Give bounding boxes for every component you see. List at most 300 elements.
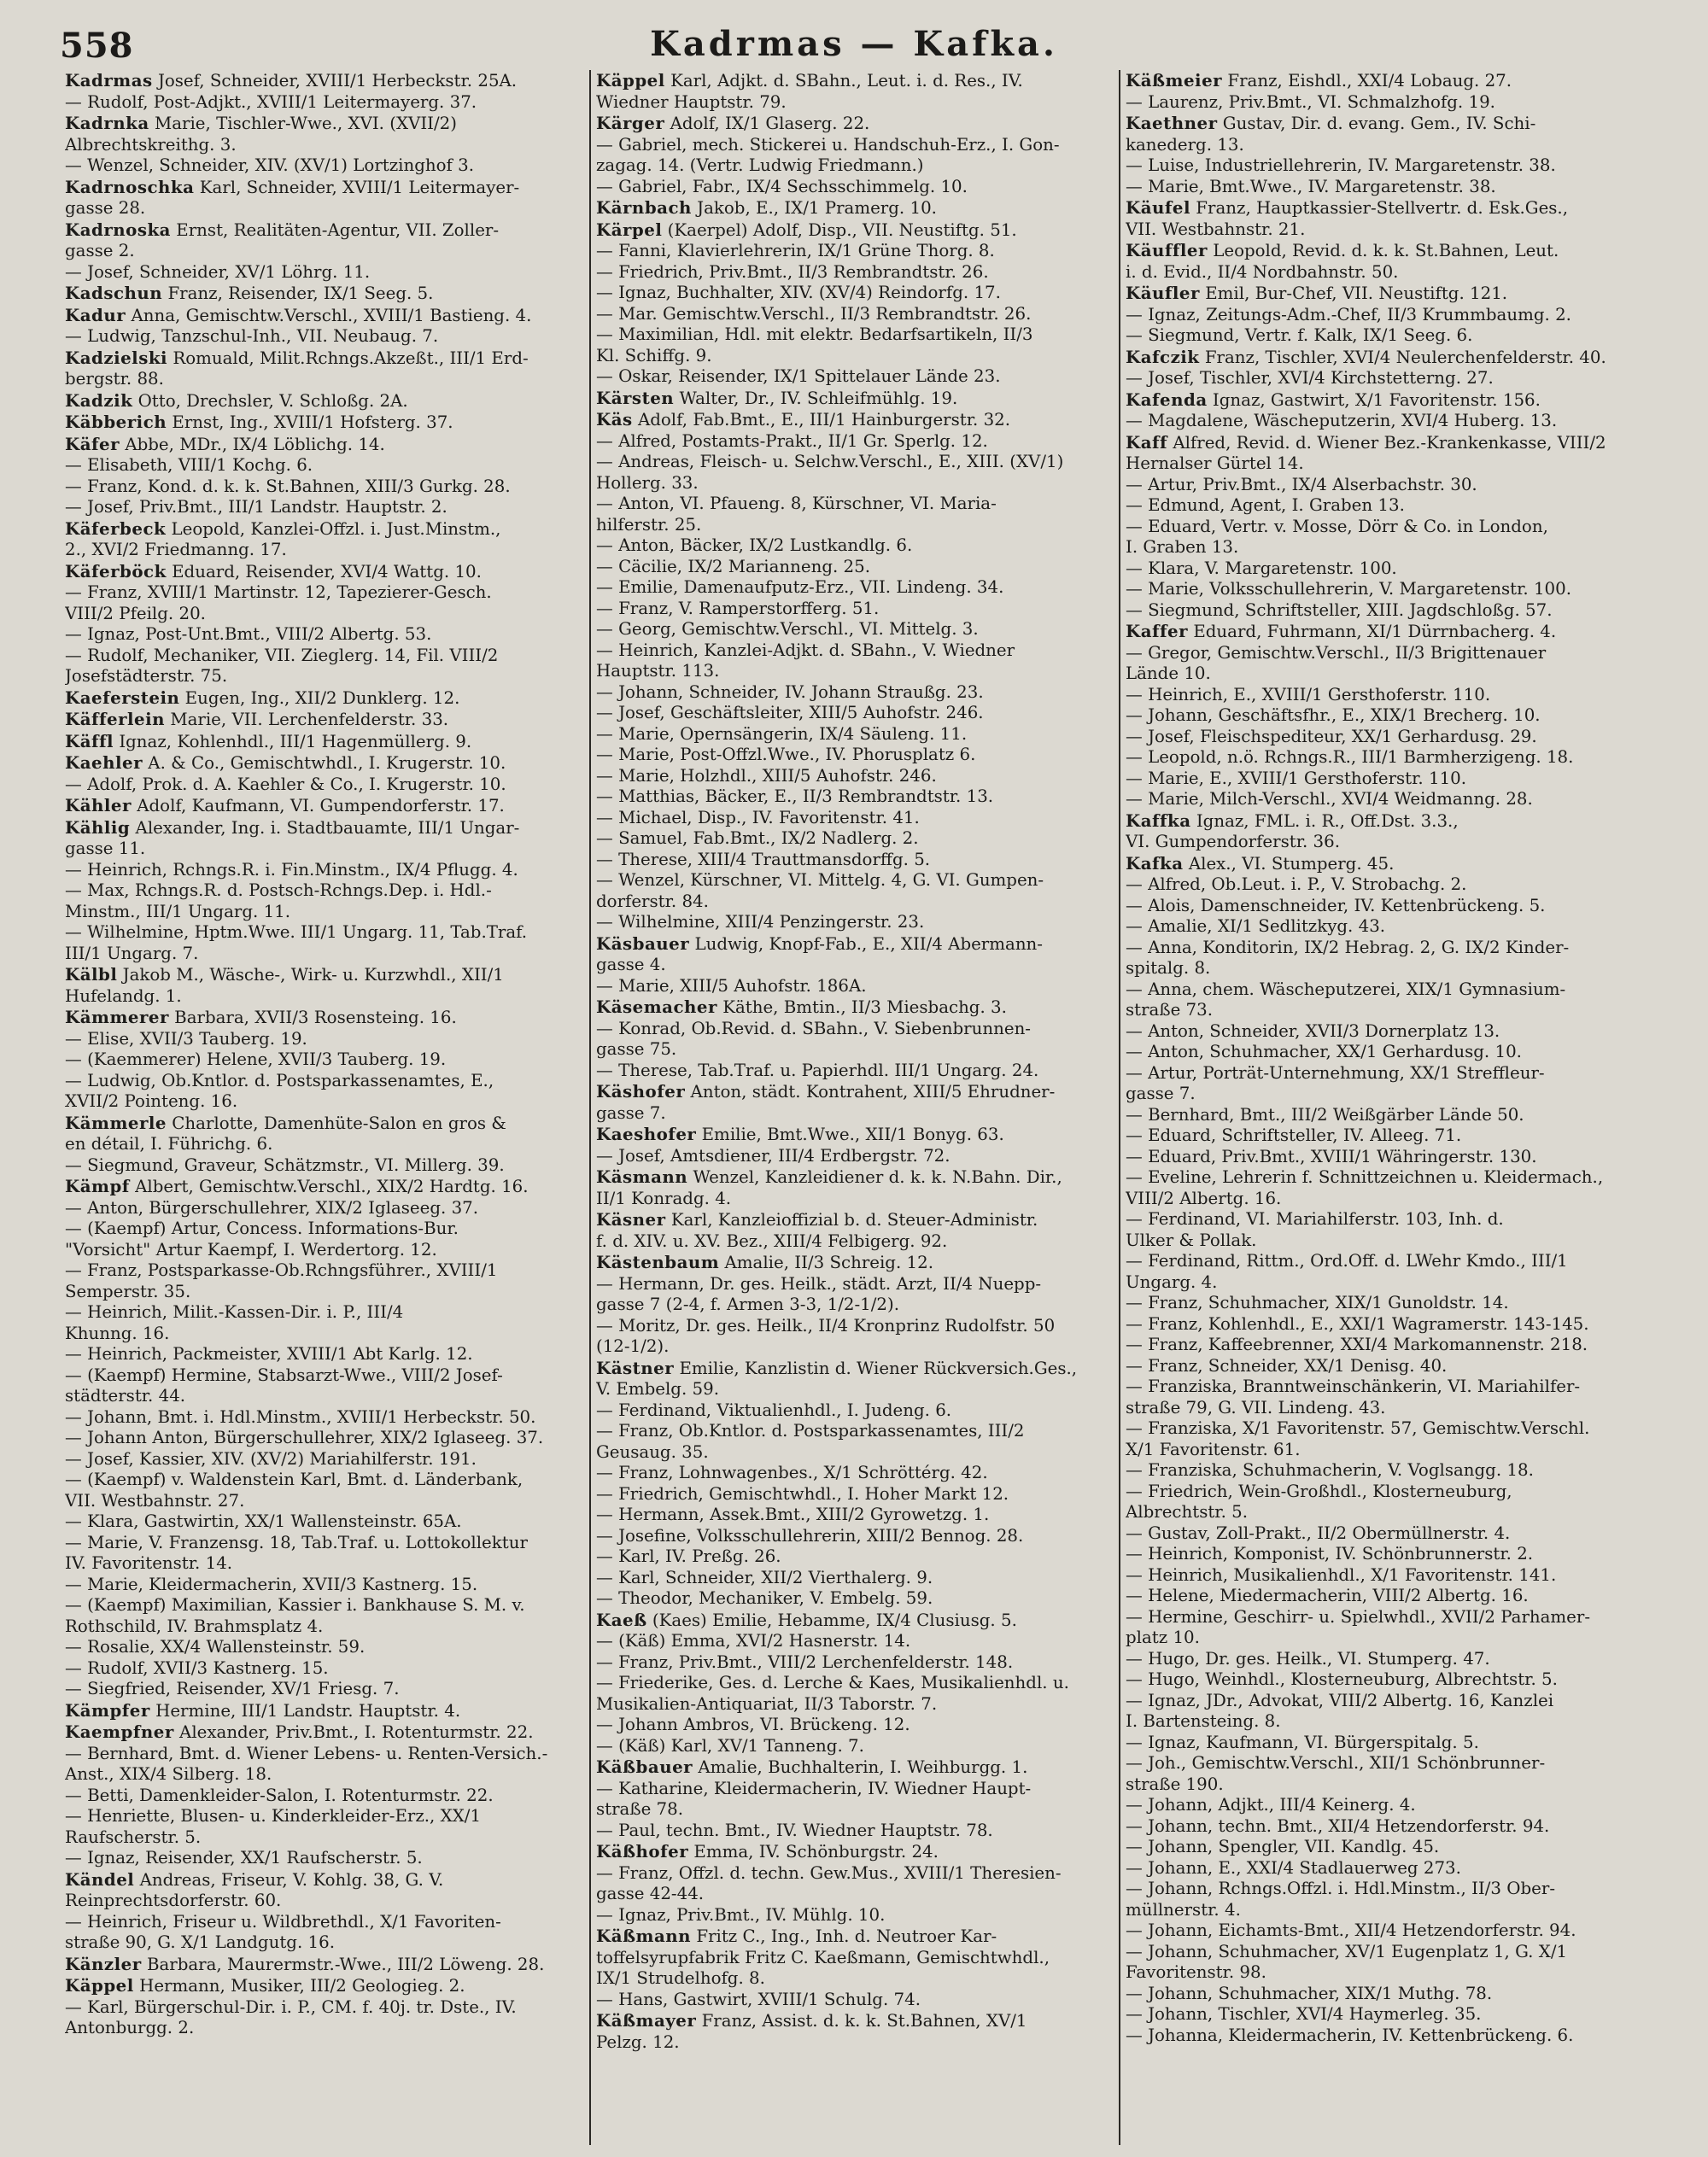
directory-entry bbox=[1126, 1398, 1643, 1419]
directory-entry bbox=[596, 1209, 1114, 1231]
directory-entry bbox=[596, 1081, 1114, 1103]
directory-entry bbox=[1126, 1669, 1643, 1691]
entry-surname: Kadrnoska bbox=[65, 219, 171, 240]
entry-details: Karl, Adjkt. d. SBahn., Leut. i. d. Res., IV. bbox=[664, 71, 1023, 91]
entry-details: — Marie, Opernsängerin, IX/4 Säuleng. 11. bbox=[596, 723, 968, 744]
entry-surname: Kaempfner bbox=[65, 1722, 174, 1742]
entry-details: — Therese, XIII/4 Trauttmansdorffg. 5. bbox=[596, 849, 931, 869]
entry-details: — Marie, V. Franzensg. 18, Tab.Traf. u. Lottokollektur bbox=[65, 1532, 528, 1552]
entry-surname: Käuffler bbox=[1126, 240, 1208, 260]
entry-details: Franz, Assist. d. k. k. St.Bahnen, XV/1 bbox=[696, 2011, 1027, 2031]
directory-entry bbox=[1126, 1753, 1643, 1774]
directory-entry bbox=[1126, 1837, 1643, 1858]
entry-details: — Hugo, Weinhdl., Klosterneuburg, Albrechtstr. 5. bbox=[1126, 1669, 1558, 1689]
entry-details: — Elise, XVII/3 Tauberg. 19. bbox=[65, 1028, 307, 1049]
entry-details: Adolf, Kaufmann, VI. Gumpendorferstr. 17. bbox=[131, 796, 505, 815]
entry-details: Hermine, III/1 Landstr. Hauptstr. 4. bbox=[149, 1700, 461, 1721]
entry-details: gasse 7. bbox=[596, 1102, 666, 1123]
directory-entry bbox=[1126, 958, 1643, 979]
entry-details: — Ignaz, JDr., Advokat, VIII/2 Albertg. 16, Kanzlei bbox=[1126, 1690, 1554, 1710]
entry-details: Emil, Bur-Chef, VII. Neustiftg. 121. bbox=[1199, 284, 1508, 303]
directory-entry bbox=[1126, 1962, 1643, 1984]
directory-entry bbox=[596, 1610, 1114, 1632]
entry-details: Minstm., III/1 Ungarg. 11. bbox=[65, 901, 291, 921]
entry-details: — Gabriel, Fabr., IX/4 Sechsschimmelg. 10. bbox=[596, 176, 968, 196]
entry-details: — (Käß) Emma, XVI/2 Hasnerstr. 14. bbox=[596, 1631, 911, 1651]
entry-details: — (Kaemmerer) Helene, XVII/3 Tauberg. 19. bbox=[65, 1049, 447, 1069]
directory-entry bbox=[596, 997, 1114, 1019]
entry-details: — Therese, Tab.Traf. u. Papierhdl. III/1 Ungarg. 24. bbox=[596, 1060, 1039, 1080]
directory-entry bbox=[65, 775, 584, 796]
directory-entry bbox=[1126, 1858, 1643, 1879]
entry-details: Amalie, Buchhalterin, I. Weihburgg. 1. bbox=[693, 1757, 1028, 1777]
entry-surname: Kadrnoschka bbox=[65, 176, 195, 197]
directory-entry bbox=[65, 1553, 584, 1575]
column-3 bbox=[1119, 70, 1648, 2145]
entry-details: — Siegmund, Graveur, Schätzmstr., VI. Millerg. 39. bbox=[65, 1154, 505, 1175]
directory-entry bbox=[1126, 853, 1643, 875]
directory-entry bbox=[596, 1568, 1114, 1589]
entry-surname: Kaeß bbox=[596, 1609, 647, 1630]
directory-entry bbox=[1126, 1795, 1643, 1816]
entry-details: bergstr. 88. bbox=[65, 369, 164, 389]
entry-details: — Klara, V. Margaretenstr. 100. bbox=[1126, 558, 1397, 578]
directory-entry bbox=[65, 839, 584, 860]
entry-details: — Adolf, Prok. d. A. Kaehler & Co., I. Krugerstr. 10. bbox=[65, 774, 506, 794]
entry-details: Romuald, Milit.Rchngs.Akzeßt., III/1 Erd- bbox=[167, 348, 529, 368]
entry-details: kanederg. 13. bbox=[1126, 134, 1244, 155]
directory-entry bbox=[596, 197, 1114, 219]
entry-details: — Marie, E., XVIII/1 Gersthoferstr. 110. bbox=[1126, 768, 1467, 788]
entry-details: — Ferdinand, Rittm., Ord.Off. d. LWehr Kmdo., III/1 bbox=[1126, 1251, 1568, 1271]
directory-entry bbox=[65, 113, 584, 135]
entry-surname: Känzler bbox=[65, 1953, 142, 1974]
directory-entry bbox=[1126, 1816, 1643, 1838]
entry-details: — Theodor, Mechaniker, V. Embelg. 59. bbox=[596, 1588, 933, 1608]
directory-entry bbox=[596, 346, 1114, 367]
entry-details: Jakob, E., IX/1 Pramerg. 10. bbox=[691, 198, 937, 218]
entry-surname: Kärsten bbox=[596, 387, 675, 408]
entry-details: — Franz, Postsparkasse-Ob.Rchngsführer., XVIII/1 bbox=[65, 1260, 498, 1280]
directory-entry bbox=[596, 366, 1114, 388]
directory-entry bbox=[1126, 1733, 1643, 1754]
entry-details: Leopold, Kanzlei-Offzl. i. Just.Minstm., bbox=[166, 518, 501, 539]
directory-entry bbox=[65, 1428, 584, 1449]
directory-entry bbox=[1126, 727, 1643, 748]
entry-details: f. d. XIV. u. XV. Bez., XIII/4 Felbigerg. 92. bbox=[596, 1230, 948, 1251]
entry-details: III/1 Ungarg. 7. bbox=[65, 943, 199, 963]
directory-entry bbox=[596, 891, 1114, 913]
entry-details: — Johann, Rchngs.Offzl. i. Hdl.Minstm., II/3 Ober- bbox=[1126, 1879, 1556, 1898]
directory-entry bbox=[1126, 219, 1643, 241]
directory-entry bbox=[1126, 1628, 1643, 1649]
entry-details: Fritz C., Ing., Inh. d. Neutroer Kar- bbox=[691, 1926, 997, 1946]
entry-details: — Marie, XIII/5 Auhofstr. 186A. bbox=[596, 975, 867, 996]
entry-details: "Vorsicht" Artur Kaempf, I. Werdertorg. 12. bbox=[65, 1239, 437, 1260]
entry-details: VIII/2 Pfeilg. 20. bbox=[65, 603, 206, 623]
entry-surname: Kämpf bbox=[65, 1176, 130, 1196]
directory-entry bbox=[1126, 1167, 1643, 1189]
directory-entry bbox=[596, 177, 1114, 198]
entry-details: Hauptstr. 113. bbox=[596, 661, 720, 681]
directory-entry bbox=[65, 1575, 584, 1596]
directory-entry bbox=[65, 1700, 584, 1722]
entry-details: — Marie, Bmt.Wwe., IV. Margaretenstr. 38. bbox=[1126, 176, 1496, 196]
directory-entry bbox=[1126, 621, 1643, 643]
entry-details: — Franziska, X/1 Favoritenstr. 57, Gemischtw.Verschl. bbox=[1126, 1418, 1590, 1438]
entry-details: — Cäcilie, IX/2 Marianneng. 25. bbox=[596, 556, 871, 576]
entry-details: Reinprechtsdorferstr. 60. bbox=[65, 1891, 282, 1910]
entry-details: Karl, Kanzleioffizial b. d. Steuer-Administr. bbox=[665, 1210, 1038, 1230]
entry-details: Franz, Eishdl., XXI/4 Lobaug. 27. bbox=[1222, 71, 1512, 91]
entry-details: Marie, VII. Lerchenfelderstr. 33. bbox=[165, 710, 449, 729]
entry-details: — Siegmund, Vertr. f. Kalk, IX/1 Seeg. 6. bbox=[1126, 325, 1473, 345]
directory-entry bbox=[65, 1616, 584, 1638]
directory-entry bbox=[65, 1219, 584, 1240]
directory-entry bbox=[65, 1091, 584, 1113]
directory-entry bbox=[596, 70, 1114, 92]
entry-details: — Johann, Spengler, VII. Kandlg. 45. bbox=[1126, 1837, 1440, 1856]
directory-entry bbox=[65, 497, 584, 518]
directory-entry bbox=[596, 640, 1114, 662]
entry-details: Adolf, Fab.Bmt., E., III/1 Hainburgerstr. 32. bbox=[632, 410, 1011, 430]
directory-entry bbox=[596, 1884, 1114, 1905]
directory-entry bbox=[65, 860, 584, 881]
entry-details: — Ignaz, Priv.Bmt., IV. Mühlg. 10. bbox=[596, 1904, 886, 1925]
entry-details: — Ignaz, Reisender, XX/1 Raufscherstr. 5. bbox=[65, 1848, 423, 1868]
entry-details: i. d. Evid., II/4 Nordbahnstr. 50. bbox=[1126, 261, 1399, 282]
directory-entry bbox=[596, 1358, 1114, 1380]
directory-entry bbox=[65, 540, 584, 561]
entry-surname: Kadzik bbox=[65, 389, 133, 411]
entry-details: städterstr. 44. bbox=[65, 1386, 186, 1406]
entry-details: — Wenzel, Kürschner, VI. Mittelg. 4, G. VI. Gumpen- bbox=[596, 870, 1044, 890]
entry-details: Eduard, Fuhrmann, XI/1 Dürrnbacherg. 4. bbox=[1188, 622, 1557, 641]
directory-entry bbox=[65, 944, 584, 965]
directory-entry bbox=[1126, 177, 1643, 198]
directory-entry bbox=[65, 348, 584, 370]
entry-details: Charlotte, Damenhüte-Salon en gros & bbox=[166, 1113, 506, 1133]
entry-details: Karl, Schneider, XVIII/1 Leitermayer- bbox=[194, 177, 520, 197]
directory-entry bbox=[1126, 432, 1643, 454]
directory-entry bbox=[596, 219, 1114, 242]
entry-details: gasse 7. bbox=[1126, 1084, 1196, 1103]
directory-entry bbox=[1126, 1586, 1643, 1607]
directory-entry bbox=[1126, 2025, 1643, 2047]
column-2 bbox=[589, 70, 1119, 2145]
directory-entry bbox=[65, 1848, 584, 1869]
entry-details: — Johann, Tischler, XVI/4 Haymerleg. 35. bbox=[1126, 2004, 1482, 2024]
entry-details: — Hans, Gastwirt, XVIII/1 Schulg. 74. bbox=[596, 1989, 921, 2009]
directory-entry bbox=[65, 92, 584, 114]
directory-entry bbox=[596, 1484, 1114, 1505]
directory-entry bbox=[596, 745, 1114, 766]
entry-details: — Josef, Tischler, XVI/4 Kirchstetterng. 27. bbox=[1126, 368, 1494, 388]
directory-entry bbox=[65, 1071, 584, 1092]
directory-entry bbox=[596, 2010, 1114, 2032]
directory-entry bbox=[65, 752, 584, 775]
entry-details: Ignaz, Kohlenhdl., III/1 Hagenmüllerg. 9. bbox=[114, 731, 472, 751]
directory-entry bbox=[1126, 810, 1643, 833]
directory-entry bbox=[596, 1189, 1114, 1210]
entry-surname: Kafczik bbox=[1126, 346, 1200, 367]
entry-details: Adolf, IX/1 Glaserg. 22. bbox=[664, 114, 870, 133]
entry-details: dorferstr. 84. bbox=[596, 891, 709, 911]
directory-entry bbox=[1126, 1711, 1643, 1733]
directory-entry bbox=[65, 624, 584, 646]
directory-entry bbox=[596, 724, 1114, 745]
page-number: 558 bbox=[60, 26, 134, 66]
directory-entry bbox=[1126, 685, 1643, 706]
entry-details: — Anna, chem. Wäscheputzerei, XIX/1 Gymnasium- bbox=[1126, 979, 1566, 999]
entry-details: — Franziska, Branntweinschänkerin, VI. Mariahilfer- bbox=[1126, 1377, 1581, 1396]
entry-details: — Eduard, Vertr. v. Mosse, Dörr & Co. in London, bbox=[1126, 516, 1548, 536]
entry-details: I. Graben 13. bbox=[1126, 537, 1239, 557]
entry-details: — Andreas, Fleisch- u. Selchw.Verschl., E., XIII. (XV/1) bbox=[596, 452, 1064, 471]
entry-details: I. Bartensteing. 8. bbox=[1126, 1711, 1281, 1731]
entry-details: Anst., XIX/4 Silberg. 18. bbox=[65, 1764, 272, 1784]
directory-entry bbox=[65, 518, 584, 541]
entry-details: gasse 28. bbox=[65, 198, 146, 218]
entry-details: — Ferdinand, VI. Mariahilferstr. 103, Inh. d. bbox=[1126, 1209, 1504, 1229]
directory-entry bbox=[596, 599, 1114, 620]
entry-surname: Kälbl bbox=[65, 964, 118, 985]
directory-entry bbox=[596, 1779, 1114, 1800]
directory-entry bbox=[596, 155, 1114, 177]
entry-details: Walter, Dr., IV. Schleifmühlg. 19. bbox=[674, 388, 958, 408]
directory-entry bbox=[596, 1252, 1114, 1274]
directory-entry bbox=[1126, 325, 1643, 347]
directory-entry bbox=[596, 577, 1114, 599]
entry-details: Ungarg. 4. bbox=[1126, 1271, 1218, 1292]
directory-entry bbox=[65, 1827, 584, 1849]
directory-entry bbox=[65, 1007, 584, 1029]
entry-details: — Josef, Schneider, XV/1 Löhrg. 11. bbox=[65, 261, 371, 282]
directory-entry bbox=[596, 1546, 1114, 1568]
entry-details: — Michael, Disp., IV. Favoritenstr. 41. bbox=[596, 807, 920, 827]
directory-entry bbox=[65, 1302, 584, 1324]
directory-entry bbox=[1126, 113, 1643, 135]
directory-entry bbox=[1126, 1544, 1643, 1565]
entry-surname: Käshofer bbox=[596, 1081, 686, 1102]
entry-surname: Kaeshofer bbox=[596, 1124, 697, 1144]
directory-entry bbox=[65, 582, 584, 604]
entry-details: — Marie, Kleidermacherin, XVII/3 Kastnerg. 15. bbox=[65, 1574, 478, 1594]
directory-entry bbox=[596, 1905, 1114, 1926]
directory-entry bbox=[1126, 832, 1643, 853]
directory-entry bbox=[1126, 1942, 1643, 1963]
directory-entry bbox=[1126, 1209, 1643, 1230]
directory-entry bbox=[65, 1176, 584, 1198]
directory-entry bbox=[596, 1926, 1114, 1948]
directory-entry bbox=[1126, 705, 1643, 727]
entry-details: müllnerstr. 4. bbox=[1126, 1899, 1241, 1920]
entry-details: — Alfred, Postamts-Prakt., II/1 Gr. Sperlg. 12. bbox=[596, 430, 988, 451]
directory-entry bbox=[1126, 1230, 1643, 1252]
entry-details: — Rosalie, XX/4 Wallensteinstr. 59. bbox=[65, 1637, 366, 1657]
directory-entry bbox=[596, 283, 1114, 304]
directory-entry bbox=[1126, 1920, 1643, 1942]
entry-surname: Käßmayer bbox=[596, 2010, 697, 2031]
entry-details: — Ignaz, Post-Unt.Bmt., VIII/2 Albertg. 53. bbox=[65, 624, 432, 644]
entry-surname: Käufler bbox=[1126, 283, 1200, 303]
directory-entry bbox=[1126, 1523, 1643, 1545]
directory-entry bbox=[596, 409, 1114, 431]
entry-details: Alexander, Ing. i. Stadtbauamte, III/1 Ungar- bbox=[130, 817, 520, 838]
entry-details: VI. Gumpendorferstr. 36. bbox=[1126, 832, 1341, 851]
entry-surname: Kärnbach bbox=[596, 197, 692, 218]
entry-details: — Siegfried, Reisender, XV/1 Friesg. 7. bbox=[65, 1679, 400, 1698]
entry-details: — Karl, Bürgerschul-Dir. i. P., CM. f. 40j. tr. Dste., IV. bbox=[65, 1996, 517, 2017]
entry-details: Eugen, Ing., XII/2 Dunklerg. 12. bbox=[179, 687, 460, 708]
entry-surname: Kaff bbox=[1126, 431, 1168, 453]
entry-details: — Alfred, Ob.Leut. i. P., V. Strobachg. 2. bbox=[1126, 874, 1467, 894]
entry-details: Barbara, Maurermstr.-Wwe., III/2 Löweng. 28. bbox=[141, 1954, 545, 1974]
directory-entry bbox=[65, 476, 584, 498]
directory-entry bbox=[596, 1231, 1114, 1253]
entry-details: straße 78. bbox=[596, 1799, 684, 1819]
directory-entry bbox=[1126, 70, 1643, 92]
entry-details: — Franz, Schuhmacher, XIX/1 Gunoldstr. 14. bbox=[1126, 1293, 1509, 1312]
directory-entry bbox=[1126, 896, 1643, 917]
entry-details: Amalie, II/3 Schreig. 12. bbox=[719, 1253, 934, 1272]
entry-details: — Georg, Gemischtw.Verschl., VI. Mittelg. 3. bbox=[596, 619, 979, 639]
entry-details: — Siegmund, Schriftsteller, XIII. Jagdschloßg. 57. bbox=[1126, 599, 1553, 620]
entry-surname: Kändel bbox=[65, 1868, 135, 1890]
directory-entry bbox=[596, 1673, 1114, 1694]
entry-details: Anton, städt. Kontrahent, XIII/5 Ehrudner- bbox=[685, 1082, 1056, 1102]
directory-entry bbox=[596, 1821, 1114, 1842]
directory-entry bbox=[65, 1658, 584, 1680]
entry-details: — Bernhard, Bmt., III/2 Weißgärber Lände 50. bbox=[1126, 1104, 1524, 1125]
entry-details: Anna, Gemischtw.Verschl., XVIII/1 Bastieng. 4. bbox=[126, 305, 532, 325]
entry-details: — Betti, Damenkleider-Salon, I. Rotenturmstr. 22. bbox=[65, 1785, 494, 1805]
entry-details: — Katharine, Kleidermacherin, IV. Wiedner Haupt- bbox=[596, 1778, 1032, 1798]
entry-details: — Marie, Post-Offzl.Wwe., IV. Phorusplatz 6. bbox=[596, 745, 976, 764]
entry-details: — Josef, Amtsdiener, III/4 Erdbergstr. 72. bbox=[596, 1145, 951, 1166]
directory-entry bbox=[65, 198, 584, 219]
directory-entry bbox=[1126, 1460, 1643, 1482]
entry-surname: Kadschun bbox=[65, 283, 163, 303]
entry-details: Emilie, Kanzlistin d. Wiener Rückversich.Ges., bbox=[674, 1358, 1078, 1378]
entry-details: — Johann, techn. Bmt., XII/4 Hetzendorferstr. 94. bbox=[1126, 1815, 1550, 1836]
directory-entry bbox=[65, 561, 584, 583]
entry-surname: Kaehler bbox=[65, 752, 143, 773]
directory-entry bbox=[1126, 240, 1643, 262]
directory-entry bbox=[1126, 1607, 1643, 1628]
entry-details: — Gustav, Zoll-Prakt., II/2 Obermüllnerstr. 4. bbox=[1126, 1523, 1511, 1543]
entry-details: Albert, Gemischtw.Verschl., XIX/2 Hardtg. 16. bbox=[129, 1177, 529, 1196]
directory-entry bbox=[596, 1336, 1114, 1358]
entry-details: — Alois, Damenschneider, IV. Kettenbrückeng. 5. bbox=[1126, 895, 1546, 915]
entry-details: — Ignaz, Kaufmann, VI. Bürgerspitalg. 5. bbox=[1126, 1732, 1479, 1752]
directory-entry bbox=[596, 682, 1114, 704]
entry-details: Albrechtstr. 5. bbox=[1126, 1502, 1249, 1522]
entry-surname: Kadur bbox=[65, 304, 126, 325]
entry-surname: Käffl bbox=[65, 730, 114, 751]
entry-details: platz 10. bbox=[1126, 1628, 1200, 1647]
directory-entry bbox=[65, 1470, 584, 1491]
entry-details: — (Kaempf) Maximilian, Kassier i. Bankhause S. M. v. bbox=[65, 1595, 525, 1615]
directory-entry bbox=[65, 241, 584, 262]
entry-surname: Käsbauer bbox=[596, 932, 690, 954]
directory-entry bbox=[1126, 1314, 1643, 1336]
directory-entry bbox=[65, 1744, 584, 1765]
entry-details: — Heinrich, Milit.-Kassen-Dir. i. P., III/4 bbox=[65, 1302, 404, 1322]
entry-details: Marie, Tischler-Wwe., XVI. (XVII/2) bbox=[149, 114, 457, 133]
entry-details: — Franz, Priv.Bmt., VIII/2 Lerchenfelderstr. 148. bbox=[596, 1651, 1014, 1672]
directory-entry bbox=[65, 880, 584, 902]
directory-entry bbox=[596, 1316, 1114, 1337]
directory-entry bbox=[65, 283, 584, 305]
directory-entry bbox=[1126, 1774, 1643, 1796]
entry-details: Käthe, Bmtin., II/3 Miesbachg. 3. bbox=[717, 997, 1007, 1017]
entry-details: Wenzel, Kanzleidiener d. k. k. N.Bahn. Dir., bbox=[687, 1167, 1062, 1187]
entry-details: — Ludwig, Tanzschul-Inh., VII. Neubaug. 7. bbox=[65, 326, 439, 346]
directory-entry bbox=[65, 1155, 584, 1177]
entry-details: Eduard, Reisender, XVI/4 Wattg. 10. bbox=[166, 561, 482, 582]
directory-entry bbox=[65, 902, 584, 923]
entry-details: Pelzg. 12. bbox=[596, 2031, 680, 2052]
entry-details: — (Kaempf) Hermine, Stabsarzt-Wwe., VIII/2 Josef- bbox=[65, 1365, 503, 1385]
entry-details: Favoritenstr. 98. bbox=[1126, 1962, 1266, 1982]
entry-details: — Heinrich, Friseur u. Wildbrethdl., X/1 Favoriten- bbox=[65, 1911, 501, 1932]
directory-entry bbox=[1126, 1335, 1643, 1356]
entry-details: Raufscherstr. 5. bbox=[65, 1827, 202, 1847]
directory-entry bbox=[1126, 979, 1643, 1001]
directory-entry bbox=[1126, 1502, 1643, 1523]
directory-entry bbox=[1126, 747, 1643, 769]
entry-details: — Bernhard, Bmt. d. Wiener Lebens- u. Renten-Versich.- bbox=[65, 1743, 548, 1763]
directory-entry bbox=[596, 1295, 1114, 1316]
directory-entry bbox=[65, 1891, 584, 1912]
directory-entry bbox=[596, 1968, 1114, 1990]
directory-entry bbox=[596, 828, 1114, 850]
entry-details: — Wilhelmine, XIII/4 Penzingerstr. 23. bbox=[596, 912, 925, 932]
directory-entry bbox=[1126, 1000, 1643, 1021]
entry-details: gasse 75. bbox=[596, 1039, 677, 1059]
directory-entry bbox=[596, 1694, 1114, 1716]
directory-entry bbox=[65, 1786, 584, 1807]
directory-entry bbox=[596, 1019, 1114, 1040]
entry-surname: Kähler bbox=[65, 795, 132, 815]
entry-details: — Heinrich, Musikalienhdl., X/1 Favoritenstr. 141. bbox=[1126, 1564, 1557, 1585]
directory-entry bbox=[65, 1198, 584, 1219]
directory-entry bbox=[65, 1386, 584, 1407]
entry-details: straße 190. bbox=[1126, 1774, 1224, 1794]
directory-entry bbox=[65, 1324, 584, 1345]
directory-entry bbox=[1126, 1565, 1643, 1587]
directory-entry bbox=[1126, 1293, 1643, 1314]
entry-details: — Franz, Kohlenhdl., E., XXI/1 Wagramerstr. 143-145. bbox=[1126, 1313, 1589, 1334]
directory-entry bbox=[596, 1061, 1114, 1082]
entry-details: — Johann, Geschäftsfhr., E., XIX/1 Brecherg. 10. bbox=[1126, 705, 1541, 725]
directory-entry bbox=[596, 1588, 1114, 1610]
directory-entry bbox=[1126, 368, 1643, 389]
entry-details: — Heinrich, E., XVIII/1 Gersthoferstr. 110. bbox=[1126, 684, 1491, 704]
directory-entry bbox=[596, 241, 1114, 262]
directory-entry bbox=[596, 786, 1114, 808]
entry-details: — Franz, Kond. d. k. k. St.Bahnen, XIII/3 Gurkg. 28. bbox=[65, 476, 511, 496]
entry-surname: Käferbeck bbox=[65, 517, 167, 539]
directory-entry bbox=[1126, 1084, 1643, 1105]
entry-details: gasse 2. bbox=[65, 241, 135, 260]
entry-details: — Joh., Gemischtw.Verschl., XII/1 Schönbrunner- bbox=[1126, 1753, 1546, 1773]
directory-entry bbox=[1126, 1879, 1643, 1900]
directory-entry bbox=[65, 305, 584, 327]
directory-entry bbox=[1126, 475, 1643, 496]
entry-details: Semperstr. 35. bbox=[65, 1281, 191, 1301]
